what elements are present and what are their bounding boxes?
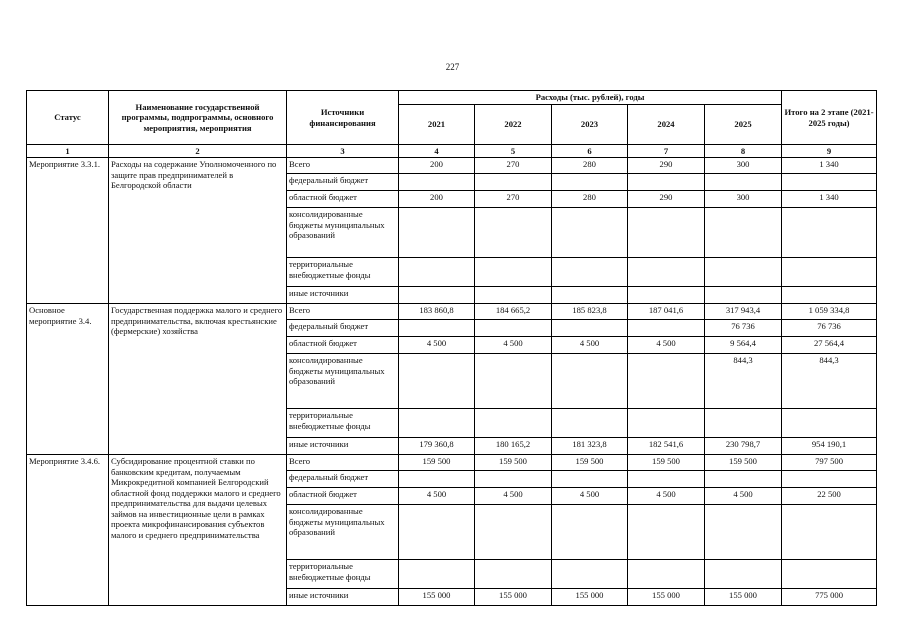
table-row xyxy=(27,455,877,471)
year-value xyxy=(399,174,475,191)
year-value xyxy=(475,320,552,337)
year-value xyxy=(628,471,705,488)
year-value xyxy=(705,409,782,438)
funding-source: областной бюджет xyxy=(287,337,399,354)
year-value xyxy=(475,505,552,560)
table-row xyxy=(27,304,877,320)
year-value xyxy=(399,471,475,488)
funding-source: иные источники xyxy=(287,589,399,606)
year-value xyxy=(552,287,628,304)
total-value: 22 500 xyxy=(782,488,877,505)
column-number: 3 xyxy=(287,145,399,158)
year-value: 159 500 xyxy=(552,455,628,471)
year-value: 155 000 xyxy=(475,589,552,606)
year-value: 270 xyxy=(475,158,552,174)
year-value xyxy=(399,409,475,438)
year-value: 4 500 xyxy=(552,337,628,354)
year-value: 185 823,8 xyxy=(552,304,628,320)
column-number: 8 xyxy=(705,145,782,158)
column-number: 4 xyxy=(399,145,475,158)
year-value xyxy=(475,409,552,438)
year-value xyxy=(552,354,628,409)
column-number: 5 xyxy=(475,145,552,158)
header-year: 2025 xyxy=(705,105,782,145)
total-value: 27 564,4 xyxy=(782,337,877,354)
year-value xyxy=(628,258,705,287)
year-value: 4 500 xyxy=(399,488,475,505)
year-value xyxy=(552,174,628,191)
row-name: Расходы на содержание Уполномоченного по защите прав предпринимателей в Белгородской области xyxy=(109,158,287,304)
year-value xyxy=(399,287,475,304)
year-value: 9 564,4 xyxy=(705,337,782,354)
year-value: 317 943,4 xyxy=(705,304,782,320)
year-value: 4 500 xyxy=(628,337,705,354)
header-status: Статус xyxy=(27,91,109,145)
year-value xyxy=(399,560,475,589)
row-name: Государственная поддержка малого и среднего предпринимательства, включая крестьянские (фермерские) хозяйства xyxy=(109,304,287,455)
year-value: 76 736 xyxy=(705,320,782,337)
total-value xyxy=(782,258,877,287)
year-value: 4 500 xyxy=(705,488,782,505)
total-value: 775 000 xyxy=(782,589,877,606)
year-value xyxy=(705,471,782,488)
year-value xyxy=(552,505,628,560)
year-value: 187 041,6 xyxy=(628,304,705,320)
year-value xyxy=(628,505,705,560)
year-value xyxy=(399,320,475,337)
funding-source: иные источники xyxy=(287,438,399,455)
column-number: 1 xyxy=(27,145,109,158)
column-number: 7 xyxy=(628,145,705,158)
header-year: 2023 xyxy=(552,105,628,145)
total-value xyxy=(782,471,877,488)
funding-source: Всего xyxy=(287,455,399,471)
total-value xyxy=(782,208,877,258)
funding-source: территориальные внебюджетные фонды xyxy=(287,409,399,438)
year-value xyxy=(552,208,628,258)
budget-table xyxy=(26,90,877,606)
year-value xyxy=(475,354,552,409)
year-value xyxy=(705,258,782,287)
year-value: 4 500 xyxy=(552,488,628,505)
year-value: 280 xyxy=(552,158,628,174)
year-value xyxy=(552,258,628,287)
year-value xyxy=(705,287,782,304)
year-value: 180 165,2 xyxy=(475,438,552,455)
year-value xyxy=(705,208,782,258)
year-value: 4 500 xyxy=(399,337,475,354)
row-name: Субсидирование процентной ставки по банковским кредитам, получаемым Микрокредитной компанией Белгородский областной фонд поддержки малого и среднего предпринимательства для выдачи целевых займов на инвестиционные цели в рамках проекта микрофинансирования субъектов малого и среднего предпринимательства xyxy=(109,455,287,606)
year-value xyxy=(552,471,628,488)
total-value: 954 190,1 xyxy=(782,438,877,455)
header-name: Наименование государственной программы, подпрограммы, основного мероприятия, мероприятия xyxy=(109,91,287,145)
year-value xyxy=(628,208,705,258)
year-value: 159 500 xyxy=(399,455,475,471)
total-value xyxy=(782,174,877,191)
year-value: 179 360,8 xyxy=(399,438,475,455)
year-value: 270 xyxy=(475,191,552,208)
header-year: 2021 xyxy=(399,105,475,145)
total-value: 1 059 334,8 xyxy=(782,304,877,320)
year-value xyxy=(475,208,552,258)
total-value: 1 340 xyxy=(782,191,877,208)
total-value: 844,3 xyxy=(782,354,877,409)
total-value: 76 736 xyxy=(782,320,877,337)
year-value xyxy=(628,320,705,337)
total-value xyxy=(782,505,877,560)
funding-source: консолидированные бюджеты муниципальных образований xyxy=(287,208,399,258)
header-sources: Источники финансирования xyxy=(287,91,399,145)
budget-table-body xyxy=(27,158,877,606)
row-status: Мероприятие 3.4.6. xyxy=(27,455,109,606)
year-value xyxy=(475,471,552,488)
funding-source: иные источники xyxy=(287,287,399,304)
year-value xyxy=(628,287,705,304)
year-value: 155 000 xyxy=(552,589,628,606)
funding-source: Всего xyxy=(287,158,399,174)
funding-source: Всего xyxy=(287,304,399,320)
year-value: 182 541,6 xyxy=(628,438,705,455)
header-year: 2022 xyxy=(475,105,552,145)
year-value: 200 xyxy=(399,158,475,174)
year-value xyxy=(552,409,628,438)
year-value: 300 xyxy=(705,191,782,208)
year-value: 4 500 xyxy=(475,337,552,354)
year-value xyxy=(628,354,705,409)
column-number: 9 xyxy=(782,145,877,158)
year-value: 280 xyxy=(552,191,628,208)
row-status: Основное мероприятие 3.4. xyxy=(27,304,109,455)
year-value xyxy=(399,505,475,560)
year-value xyxy=(628,409,705,438)
header-year: 2024 xyxy=(628,105,705,145)
total-value xyxy=(782,560,877,589)
year-value: 155 000 xyxy=(399,589,475,606)
year-value xyxy=(628,174,705,191)
year-value xyxy=(475,258,552,287)
year-value xyxy=(475,287,552,304)
year-value: 159 500 xyxy=(705,455,782,471)
year-value xyxy=(475,560,552,589)
funding-source: федеральный бюджет xyxy=(287,471,399,488)
year-value xyxy=(399,258,475,287)
year-value: 181 323,8 xyxy=(552,438,628,455)
funding-source: консолидированные бюджеты муниципальных образований xyxy=(287,505,399,560)
year-value: 155 000 xyxy=(705,589,782,606)
funding-source: федеральный бюджет xyxy=(287,174,399,191)
total-value xyxy=(782,287,877,304)
year-value xyxy=(399,208,475,258)
year-value xyxy=(705,560,782,589)
year-value: 159 500 xyxy=(628,455,705,471)
year-value xyxy=(628,560,705,589)
table-row xyxy=(27,158,877,174)
year-value: 200 xyxy=(399,191,475,208)
funding-source: областной бюджет xyxy=(287,191,399,208)
year-value: 290 xyxy=(628,191,705,208)
year-value xyxy=(399,354,475,409)
row-status: Мероприятие 3.3.1. xyxy=(27,158,109,304)
header-expenses: Расходы (тыс. рублей), годы xyxy=(399,91,782,105)
year-value xyxy=(705,505,782,560)
year-value xyxy=(552,560,628,589)
total-value: 797 500 xyxy=(782,455,877,471)
funding-source: территориальные внебюджетные фонды xyxy=(287,560,399,589)
year-value: 290 xyxy=(628,158,705,174)
total-value xyxy=(782,409,877,438)
year-value: 4 500 xyxy=(475,488,552,505)
funding-source: территориальные внебюджетные фонды xyxy=(287,258,399,287)
year-value: 844,3 xyxy=(705,354,782,409)
header-total: Итого на 2 этапе (2021-2025 годы) xyxy=(782,91,877,145)
column-numbers-row xyxy=(27,145,877,158)
year-value xyxy=(552,320,628,337)
year-value: 183 860,8 xyxy=(399,304,475,320)
year-value xyxy=(705,174,782,191)
year-value: 300 xyxy=(705,158,782,174)
year-value: 4 500 xyxy=(628,488,705,505)
funding-source: федеральный бюджет xyxy=(287,320,399,337)
column-number: 6 xyxy=(552,145,628,158)
year-value xyxy=(475,174,552,191)
total-value: 1 340 xyxy=(782,158,877,174)
column-number: 2 xyxy=(109,145,287,158)
year-value: 230 798,7 xyxy=(705,438,782,455)
funding-source: консолидированные бюджеты муниципальных образований xyxy=(287,354,399,409)
year-value: 184 665,2 xyxy=(475,304,552,320)
funding-source: областной бюджет xyxy=(287,488,399,505)
year-value: 159 500 xyxy=(475,455,552,471)
page-number: 227 xyxy=(445,62,460,72)
year-value: 155 000 xyxy=(628,589,705,606)
